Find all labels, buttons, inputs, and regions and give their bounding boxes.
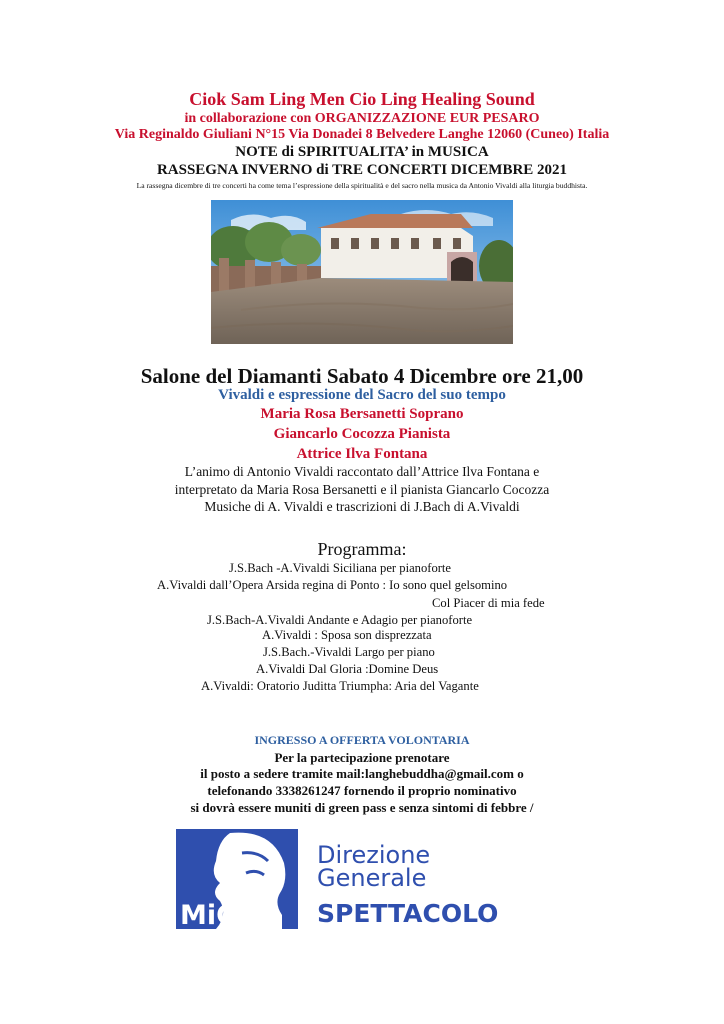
event-description-line: Musiche di A. Vivaldi e trascrizioni di J.Bach di A.Vivaldi	[204, 499, 520, 514]
logo-line2: Generale	[317, 864, 427, 892]
reservation-line: telefonando 3338261247 fornendo il proprio nominativo	[207, 783, 517, 798]
series-subtitle: RASSEGNA INVERNO di TRE CONCERTI DICEMBRE 2021	[156, 162, 568, 178]
series-title: NOTE di SPIRITUALITA’ in MUSICA	[235, 144, 489, 160]
address-line: Via Reginaldo Giuliani N°15 Via Donadei 8 Belvedere Langhe 12060 (Cuneo) Italia	[114, 127, 610, 142]
performer-soprano: Maria Rosa Bersanetti Soprano	[260, 406, 464, 422]
event-title: Salone del Diamanti Sabato 4 Dicembre ore 21,00	[140, 364, 584, 388]
mic-logo	[176, 829, 553, 929]
program-item: A.Vivaldi : Sposa son disprezzata	[262, 628, 432, 642]
series-description: La rassegna dicembre di tre concerti ha come tema l’espressione della spiritualità e del sacro nella musica da Antonio Vivaldi alla liturgia buddhista.	[136, 181, 588, 190]
program-item: J.S.Bach -A.Vivaldi Siciliana per pianoforte	[229, 561, 452, 575]
performer-actress: Attrice Ilva Fontana	[296, 446, 428, 462]
event-description-line: interpretato da Maria Rosa Bersanetti e il pianista Giancarlo Cocozza	[174, 482, 550, 497]
logo-line3: SPETTACOLO	[317, 899, 499, 928]
reservation-line: Per la partecipazione prenotare	[274, 750, 450, 765]
entry-notice: INGRESSO A OFFERTA VOLONTARIA	[254, 733, 470, 747]
program-title: Programma:	[317, 539, 407, 559]
event-description-line: L’animo di Antonio Vivaldi raccontato dall’Attrice Ilva Fontana e	[184, 464, 540, 479]
reservation-line: il posto a sedere tramite mail:langhebuddha@gmail.com o	[200, 766, 524, 781]
program-item: Col Piacer di mia fede	[432, 596, 545, 610]
program-item: A.Vivaldi dall’Opera Arsida regina di Ponto : Io sono quel gelsomino	[157, 578, 508, 592]
program-item: A.Vivaldi Dal Gloria :Domine Deus	[256, 662, 439, 676]
program-item: J.S.Bach.-Vivaldi Largo per piano	[263, 645, 435, 659]
program-item: A.Vivaldi: Oratorio Juditta Triumpha: Aria del Vagante	[201, 679, 479, 693]
logo-line1: Direzione	[317, 841, 431, 869]
venue-photo	[211, 200, 513, 344]
reservation-line: si dovrà essere muniti di green pass e senza sintomi di febbre /	[190, 800, 534, 815]
organization-title: Ciok Sam Ling Men Cio Ling Healing Sound	[189, 89, 535, 109]
program-item: J.S.Bach-A.Vivaldi Andante e Adagio per pianoforte	[207, 613, 473, 627]
event-subtitle: Vivaldi e espressione del Sacro del suo tempo	[218, 387, 506, 403]
logo-mark: MiC	[180, 900, 236, 929]
performer-pianist: Giancarlo Cocozza Pianista	[273, 426, 451, 442]
collaboration-line: in collaborazione con ORGANIZZAZIONE EUR PESARO	[184, 111, 540, 126]
